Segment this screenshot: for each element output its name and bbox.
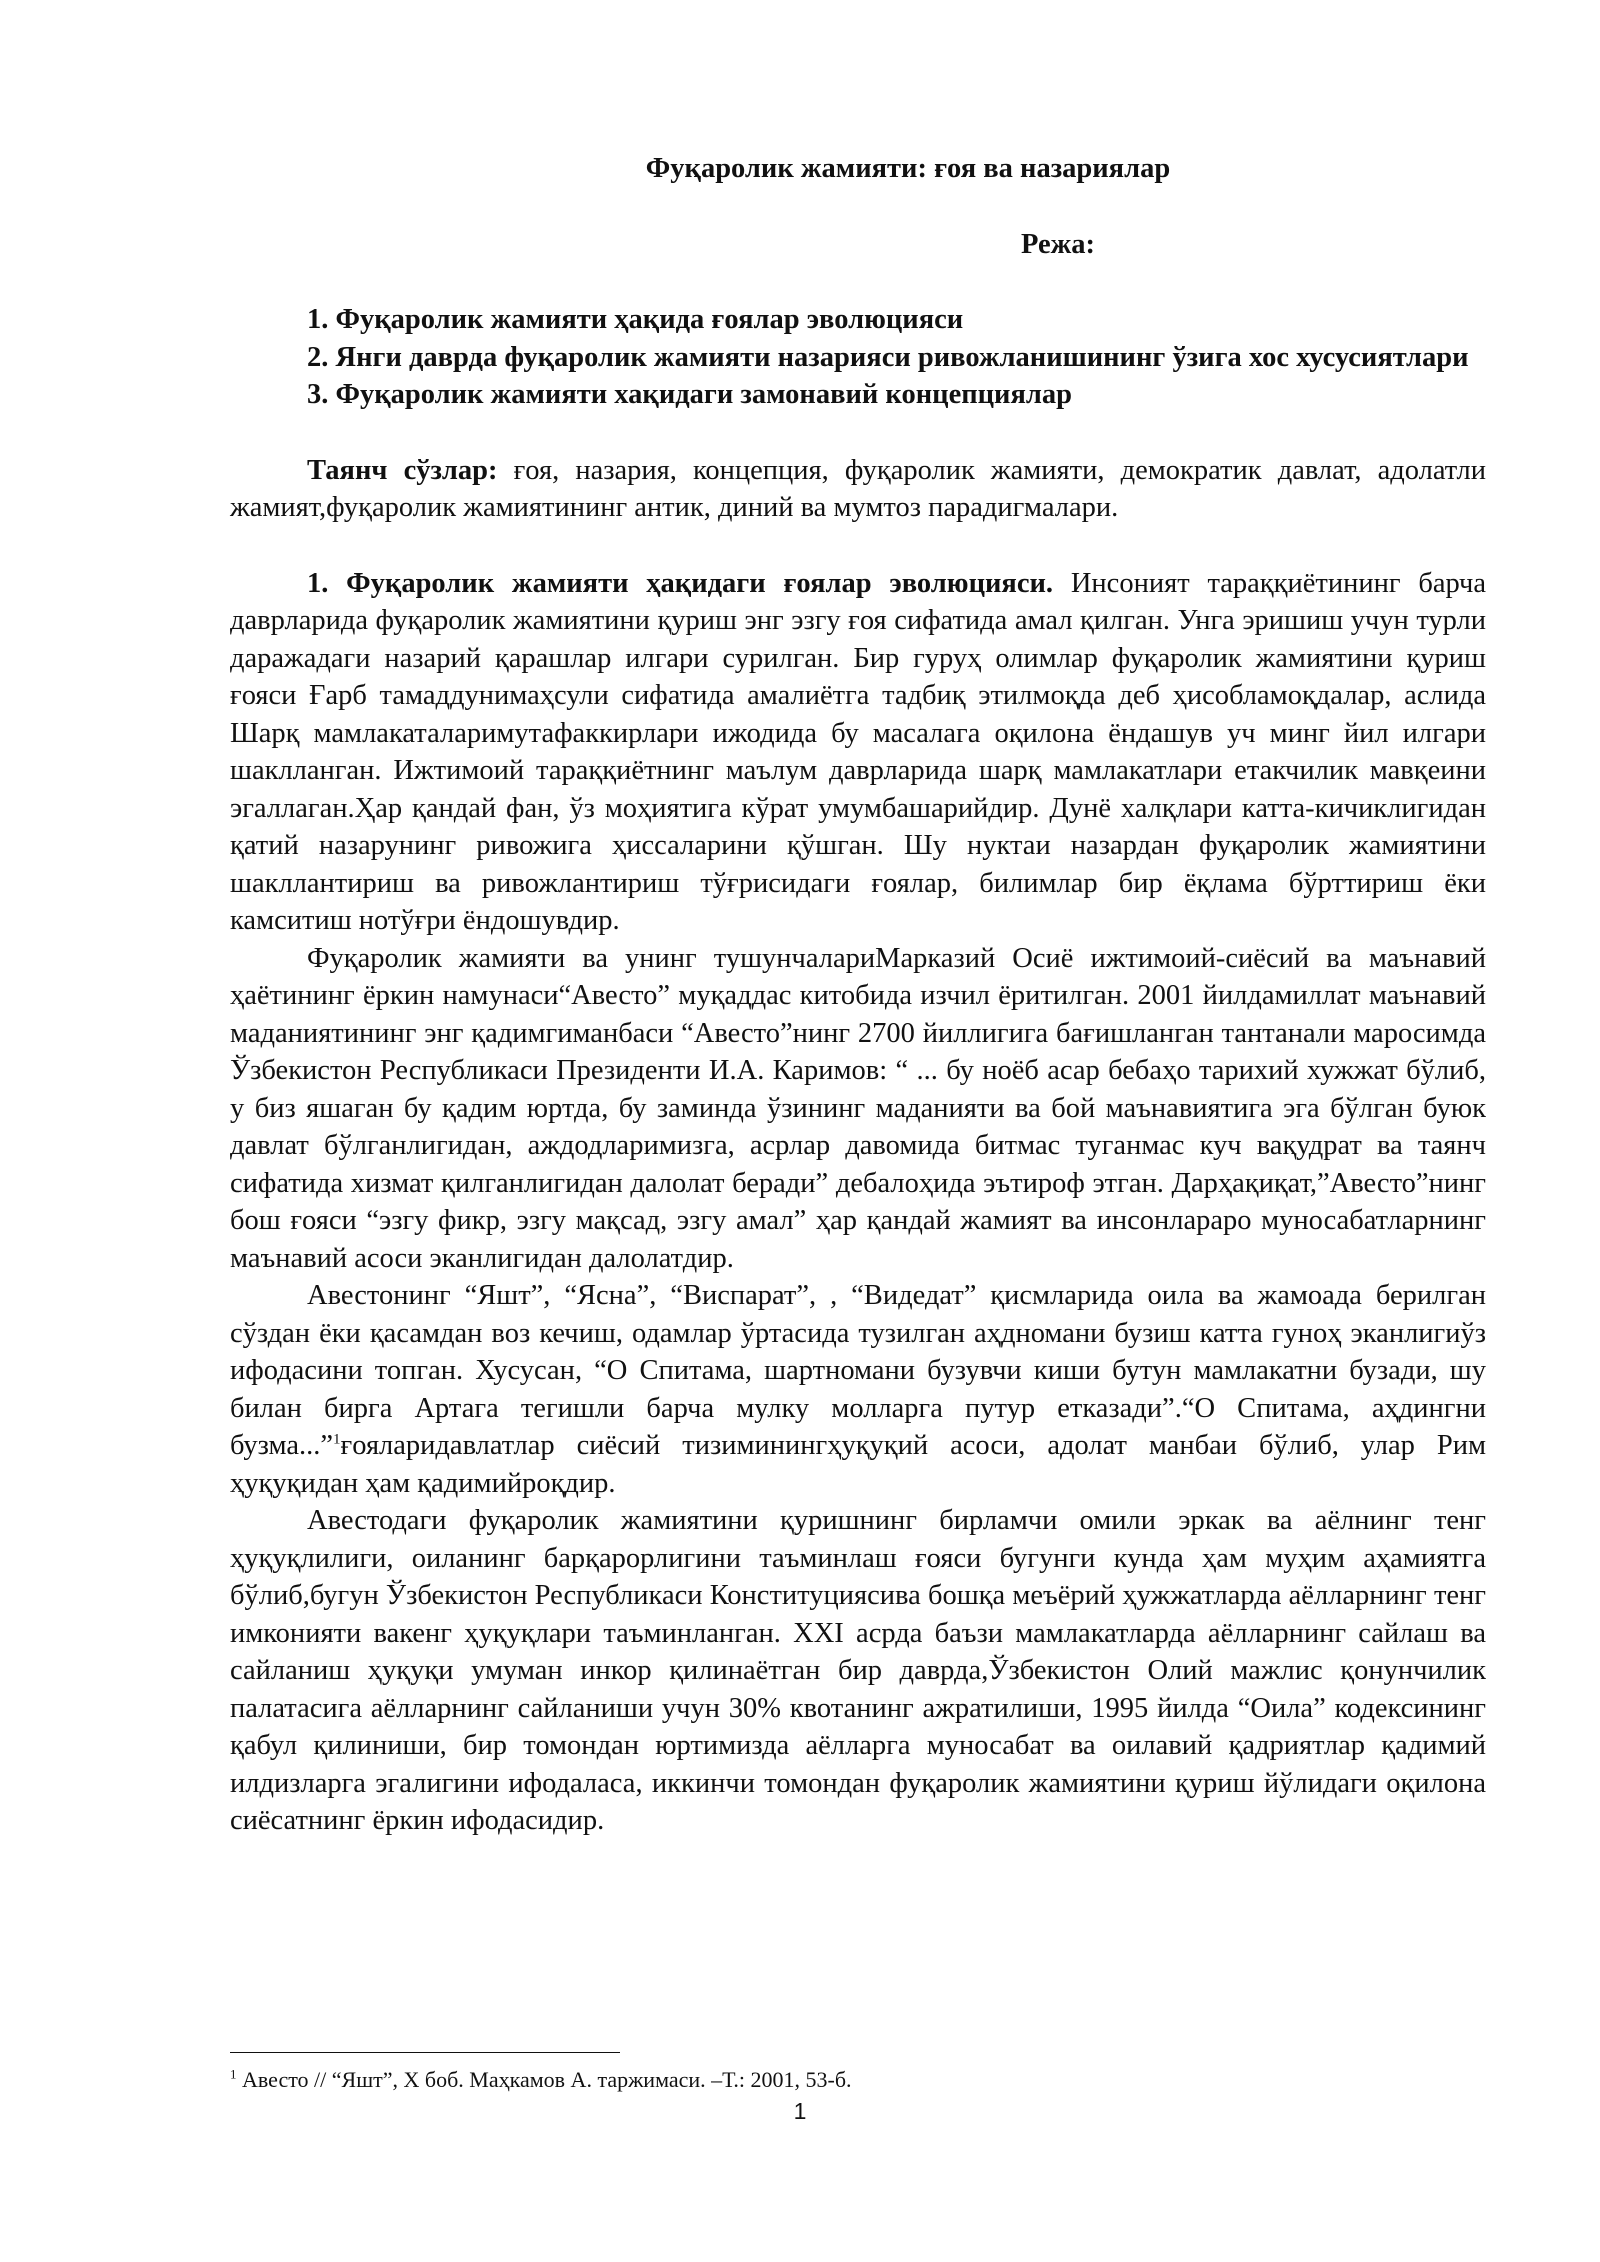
plan-list xyxy=(230,301,1486,414)
keywords-label: Таянч сўзлар: xyxy=(307,454,498,486)
section1-paragraph-1 xyxy=(230,565,1486,940)
keywords-paragraph xyxy=(230,452,1486,527)
plan-heading: Режа: xyxy=(1020,228,1096,260)
section1-paragraph-3-text-b: ғояларидавлатлар сиёсий тизиминингҳуқуқий асоси, адолат манбаи бўлиб, улар Рим ҳуқуқидан ҳам қадимийроқдир. xyxy=(230,1430,1486,1499)
section1-paragraph-2: Фуқаролик жамияти ва унинг тушунчалариМарказий Осиё ижтимоий-сиёсий ва маънавий ҳаётининг ёркин намунаси“Авесто” муқаддас китобида изчил ёритилган. 2001 йилдамиллат маънавий маданиятининг энг қадимгиманбаси “Авесто”нинг 2700 йиллигига бағишланган тантанали маросимда Ўзбекистон Республикаси Президенти И.А. Каримов: “ ... бу ноёб асар бебаҳо тарихий хужжат бўлиб, у биз яшаган бу қадим юртда, бу заминда ўзининг маданияти ва бой маънавиятига эга бўлган буюк давлат бўлганлигидан, аждодларимизга, асрлар давомида битмас туганмас куч вақудрат ва таянч сифатида хизмат қилганлигидан далолат беради” дебалоҳида эътироф этган. Дарҳақиқат,”Авесто”нинг бош ғояси “эзгу фикр, эзгу мақсад, эзгу амал” ҳар қандай жамият ва инсонлараро муносабатларнинг маънавий асоси эканлигидан далолатдир. xyxy=(230,942,1486,1274)
section1-paragraph-1-text: Инсоният тараққиётининг барча даврларида фуқаролик жамиятини қуриш энг эзгу ғоя сифатида амал қилган. Унга эришиш учун турли даражадаги назарий қарашлар илгари сурилган. Бир гуруҳ олимлар фуқаролик жамиятини қуриш ғояси Ғарб тамаддунимаҳсули сифатида амалиётга тадбиқ этилмоқда деб ҳисобламоқдалар, аслида Шарқ мамлакаталаримутафаккирлари ижодида бу масалага оқилона ёндашув уч минг йил илгари шаклланган. Ижтимоий тараққиётнинг маълум даврларида шарқ мамлакатлари етакчилик мавқеини эгаллаган.Ҳар қандай фан, ўз моҳиятига кўрат умумбашарийдир. Дунё халқлари катта-кичиклигидан қатий назарунинг ривожига ҳиссаларини қўшган. Шу нуктаи назардан фуқаролик жамиятини шакллантириш ва ривожлантириш тўғрисидаги ғоялар, билимлар бир ёқлама бўрттириш ёки камситиш нотўғри ёндошувдир. xyxy=(230,567,1487,936)
footnote xyxy=(230,2066,1486,2094)
plan-item-3: 3. Фуқаролик жамияти хақидаги замонавий концепциялар xyxy=(307,379,1072,410)
footnote-mark: 1 xyxy=(230,2066,237,2082)
footnote-text: Авесто // “Яшт”, X боб. Маҳкамов А. таржимаси. –Т.: 2001, 53-б. xyxy=(236,2067,852,2092)
section1-paragraph-4: Авестодаги фуқаролик жамиятини қуришнинг бирламчи омили эркак ва аёлнинг тенг ҳуқуқлилиги, оиланинг барқарорлигини таъминлаш ғояси бугунги кунда ҳам муҳим аҳамиятга бўлиб,бугун Ўзбекистон Республикаси Конституциясива бошқа меъёрий ҳужжатларда аёлларнинг тенг имконияти вакенг ҳуқуқлари таъминланган. XXI асрда баъзи мамлакатларда аёлларнинг сайлаш ва сайланиш ҳуқуқи умуман инкор қилинаётган бир даврда,Ўзбекистон Олий мажлис қонунчилик палатасига аёлларнинг сайланиши учун 30% квотанинг ажратилиши, 1995 йилда “Оила” кодексининг қабул қилиниши, бир томондан юртимизда аёлларга муносабат ва оилавий қадриятлар қадимий илдизларга эгалигини ифодаласа, иккинчи томондан фуқаролик жамиятини қуриш йўлидаги оқилона сиёсатнинг ёркин ифодасидир. xyxy=(230,1505,1486,1836)
section1-paragraph-3-text-a: Авестонинг “Яшт”, “Ясна”, “Виспарат”, , “Видедат” қисмларида оила ва жамоада берилган сўздан ёки қасамдан воз кечиш, одамлар ўртасида тузилган аҳдномани бузиш катта гуноҳ эканлигиўз ифодасини топган. Хусусан, “О Спитама, шартномани бузувчи киши бутун мамлакатни бузади, шу билан бирга Артага тегишли барча мулку молларга путур етказади”.“О Спитама, аҳдингни бузма...” xyxy=(230,1280,1486,1461)
plan-item-1: 1. Фуқаролик жамияти ҳақида ғоялар эволюцияси xyxy=(307,304,964,335)
document-body xyxy=(230,150,1486,1840)
page-number: 1 xyxy=(793,2098,807,2124)
section1-paragraph-3 xyxy=(230,1277,1486,1502)
footnote-reference[interactable]: 1 xyxy=(333,1431,341,1448)
section1-heading: 1. Фуқаролик жамияти ҳақидаги ғоялар эволюцияси. xyxy=(307,567,1054,599)
plan-item-2: 2. Янги даврда фуқаролик жамияти назарияси ривожланишининг ўзига хос хусусиятлари xyxy=(307,341,1469,373)
footnote-separator xyxy=(230,2052,620,2053)
document-title: Фуқаролик жамияти: ғоя ва назариялар xyxy=(645,153,1171,184)
keywords-text: ғоя, назария, концепция, фуқаролик жамияти, демократик давлат, адолатли жамият,фуқаролик жамиятининг антик, диний ва мумтоз парадигмалари. xyxy=(230,454,1486,523)
